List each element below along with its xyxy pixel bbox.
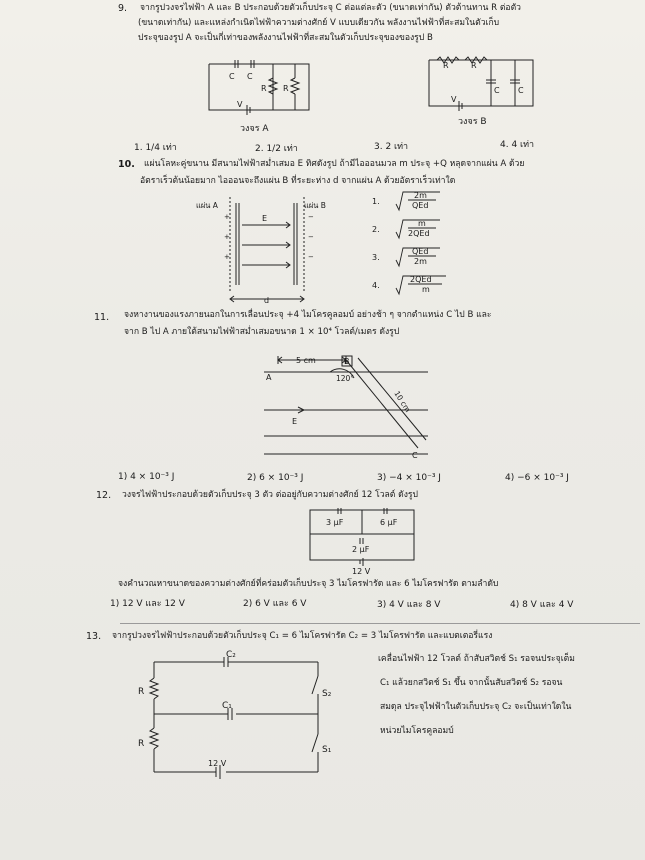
q9-choice-4: 4. 4 เท่า (500, 140, 535, 150)
q11-dist5-label: 5 cm (296, 356, 316, 365)
q10-choice-3-top: QEd (412, 247, 429, 256)
q10-number: 10. (118, 159, 135, 170)
q11-a-label: A (266, 373, 272, 382)
q9a-r2-label: R (283, 84, 289, 93)
plus-sign: + (224, 233, 230, 241)
q9-choice-1: 1. 1/4 เท่า (134, 143, 177, 153)
q10-choices (370, 190, 480, 300)
q11-dist10-label: 10 cm (392, 389, 413, 414)
q9-circuit-a (205, 58, 315, 128)
q9-line1: จากรูปวงจรไฟฟ้า A และ B ประกอบด้วยตัวเก็บประจุ C ต่อแต่ละตัว (ขนาดเท่ากัน) ตัวต้านทาน R ต่อตัว (140, 3, 521, 13)
q12-choice-2: 2) 6 V และ 6 V (243, 599, 307, 609)
q13-c2-label: C₂ (226, 650, 236, 660)
q10-plate-a-label: แผ่น A (196, 201, 218, 210)
q13-line2: เคลื่อนไฟฟ้า 12 โวลต์ ถ้าสับสวิตช์ S₁ รอจนประจุเต็ม (378, 654, 575, 664)
q13-s2-label: S₂ (322, 689, 332, 699)
q9-circuit-a-caption: วงจร A (240, 124, 269, 134)
q13-r2-label: R (138, 739, 145, 749)
q12-line1: วงจรไฟฟ้าประกอบด้วยตัวเก็บประจุ 3 ตัว ต่ออยู่กับความต่างศักย์ 12 โวลต์ ดังรูป (122, 490, 418, 500)
q12-volt-label: 12 V (352, 567, 371, 576)
q9b-r2-label: R (471, 61, 477, 70)
q9b-r1-label: R (443, 61, 449, 70)
q10-choice-4-bot: m (422, 285, 430, 294)
q10-choice-3-num: 3. (372, 253, 380, 262)
q9b-c1-label: C (494, 86, 500, 95)
q9b-v-label: V (451, 95, 457, 104)
q9-circuit-b-caption: วงจร B (458, 117, 487, 127)
q12-choice-4: 4) 8 V และ 4 V (510, 600, 574, 610)
q12-cap1-label: 3 μF (326, 518, 344, 527)
q10-choice-2-num: 2. (372, 225, 380, 234)
q9-line2: (ขนาดเท่ากัน) และแหล่งกำเนิดไฟฟ้าความต่างศักย์ V แบบเดียวกัน พลังงานไฟฟ้าที่สะสมในตัวเก็บ (138, 18, 500, 28)
q10-line1: แผ่นโลหะคู่ขนาน มีสนามไฟฟ้าสม่ำเสมอ E ทิศดังรูป ถ้ามีไอออนมวล m ประจุ +Q หลุดจากแผ่น A ด้วย (144, 159, 525, 169)
q9-line3: ประจุของรูป A จะเป็นกี่เท่าของพลังงานไฟฟ้าที่สะสมในตัวเก็บประจุของของรูป B (138, 33, 433, 43)
q10-choice-1-top: 2m (414, 191, 427, 200)
q13-line4: สมดุล ประจุไฟฟ้าในตัวเก็บประจุ C₂ จะเป็นเท่าใดใน (380, 702, 572, 712)
q10-line2: อัตราเร็วต้นน้อยมาก ไอออนจะถึงแผ่น B ที่ระยะห่าง d จากแผ่น A ด้วยอัตราเร็วเท่าใด (140, 176, 456, 186)
q13-line5: หน่วยไมโครคูลอมบ์ (380, 726, 454, 736)
q11-choice-4: 4) −6 × 10⁻³ J (505, 473, 569, 483)
q9b-c2-label: C (518, 86, 524, 95)
q9a-r1-label: R (261, 84, 267, 93)
q12-circuit (308, 508, 418, 578)
q10-plates-diagram (220, 195, 320, 310)
q10-choice-1-bot: QEd (412, 201, 429, 210)
q13-number: 13. (86, 631, 102, 642)
minus-sign: − (308, 233, 314, 241)
q11-number: 11. (94, 312, 110, 323)
q11-choice-1: 1) 4 × 10⁻³ J (118, 472, 175, 482)
q13-line3: C₁ แล้วยกสวิตช์ S₁ ขึ้น จากนั้นสับสวิตช์ S₂ รอจน (380, 678, 563, 688)
q10-choice-1-num: 1. (372, 197, 380, 206)
q13-line1: จากรูปวงจรไฟฟ้าประกอบด้วยตัวเก็บประจุ C₁ = 6 ไมโครฟารัด C₂ = 3 ไมโครฟารัด และแบตเตอรี่แรง (112, 631, 493, 641)
q12-cap2-label: 6 μF (380, 518, 398, 527)
q13-v-label: 12 V (208, 759, 227, 768)
q10-field-label: E (262, 214, 268, 223)
q11-choice-3: 3) −4 × 10⁻³ J (377, 473, 441, 483)
q11-field-diagram (258, 348, 448, 463)
q11-b-label: B (344, 357, 350, 366)
q10-plate-b-label: แผ่น B (304, 201, 326, 210)
q11-line2: จาก B ไป A ภายใต้สนามไฟฟ้าสม่ำเสมอขนาด 1 × 10⁴ โวลต์/เมตร ดังรูป (124, 327, 400, 337)
q9-choice-3: 3. 2 เท่า (374, 142, 409, 152)
q10-choice-4-num: 4. (372, 281, 380, 290)
minus-sign: − (308, 213, 314, 221)
q9a-c2-label: C (247, 72, 253, 81)
q12-cap3-label: 2 μF (352, 545, 370, 554)
q11-angle-label: 120° (336, 374, 355, 383)
q10-choice-3-bot: 2m (414, 257, 427, 266)
q10-choice-2-bot: 2QEd (408, 229, 430, 238)
q13-c1-label: C₁ (222, 701, 232, 711)
q10-choice-4-top: 2QEd (410, 275, 432, 284)
minus-sign: − (308, 253, 314, 261)
q11-line1: จงหางานของแรงภายนอกในการเลื่อนประจุ +4 ไมโครคูลอมบ์ อย่างช้า ๆ จากตำแหน่ง C ไป B และ (124, 310, 492, 320)
q9-circuit-b (425, 48, 540, 113)
plus-sign: + (224, 253, 230, 261)
q12-choice-3: 3) 4 V และ 8 V (377, 600, 441, 610)
q13-r1-label: R (138, 687, 145, 697)
plus-sign: + (224, 213, 230, 221)
q13-s1-label: S₁ (322, 745, 332, 755)
q12-number: 12. (96, 490, 112, 501)
q9-number: 9. (118, 3, 128, 14)
section-divider (120, 623, 640, 624)
q9-choice-2: 2. 1/2 เท่า (255, 144, 298, 154)
q9a-v-label: V (237, 100, 243, 109)
q11-e-label: E (292, 417, 298, 426)
q10-dist-label: d (264, 296, 270, 305)
q10-choice-2-top: m (418, 219, 426, 228)
q12-line2: จงคำนวณหาขนาดของความต่างศักย์ที่คร่อมตัวเก็บประจุ 3 ไมโครฟารัด และ 6 ไมโครฟารัด ตามลำดับ (118, 579, 499, 589)
q13-circuit (132, 648, 352, 780)
q11-c-label: C (412, 451, 418, 460)
q12-choice-1: 1) 12 V และ 12 V (110, 599, 185, 609)
q11-choice-2: 2) 6 × 10⁻³ J (247, 473, 304, 483)
q9a-c1-label: C (229, 72, 235, 81)
